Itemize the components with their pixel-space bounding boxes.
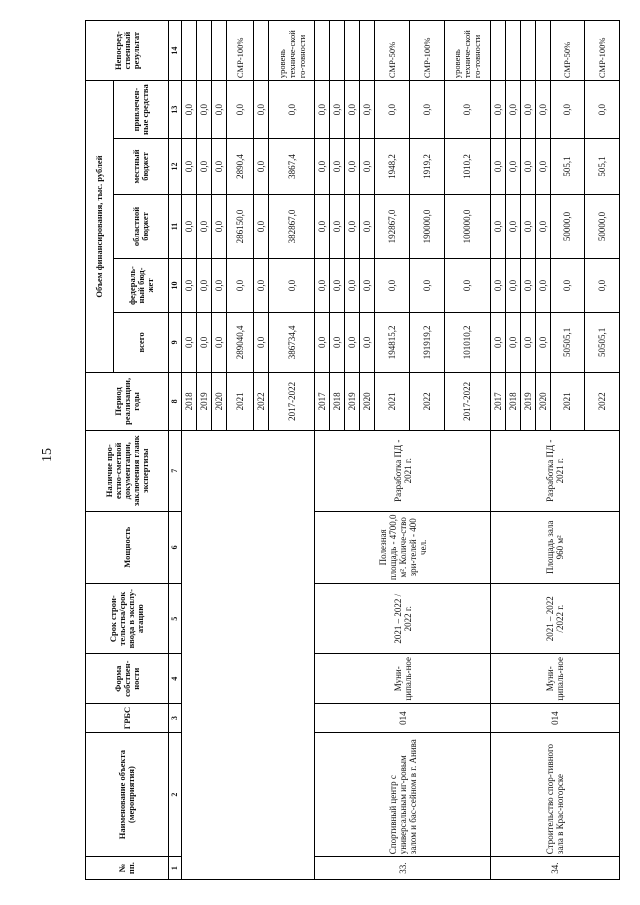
federal-cell: 0,0 — [375, 259, 410, 313]
federal-cell: 0,0 — [409, 259, 444, 313]
result-cell: СМР-100% — [585, 21, 620, 81]
result-cell — [330, 21, 345, 81]
header-local: местный бюджет — [114, 139, 169, 195]
result-cell: СМР-100% — [226, 21, 254, 81]
total-cell: 0,0 — [181, 312, 196, 372]
period-cell: 2018 — [505, 372, 520, 430]
regional-cell: 0,0 — [330, 194, 345, 258]
table-row — [490, 21, 505, 880]
local-cell: 0,0 — [505, 139, 520, 195]
federal-cell: 0,0 — [315, 259, 330, 313]
federal-cell: 0,0 — [490, 259, 505, 313]
federal-cell: 0,0 — [254, 259, 269, 313]
period-cell: 2020 — [535, 372, 550, 430]
federal-cell: 0,0 — [211, 259, 226, 313]
attracted-cell: 0,0 — [196, 81, 211, 139]
object-name: Строительство спор-тивного зала в Крас-ногорске — [490, 733, 619, 857]
period-cell: 2022 — [585, 372, 620, 430]
result-cell — [315, 21, 330, 81]
regional-cell: 0,0 — [196, 194, 211, 258]
total-cell: 0,0 — [196, 312, 211, 372]
attracted-cell: 0,0 — [444, 81, 490, 139]
rotated-table-wrapper — [85, 20, 620, 880]
attracted-cell: 0,0 — [360, 81, 375, 139]
regional-cell: 0,0 — [360, 194, 375, 258]
attracted-cell: 0,0 — [409, 81, 444, 139]
total-cell: 0,0 — [535, 312, 550, 372]
grbs-cell: 014 — [315, 704, 490, 733]
column-number: 5 — [169, 584, 182, 654]
local-cell: 2890,4 — [226, 139, 254, 195]
ownership-cell: Муни-ципаль-ное — [490, 654, 619, 704]
header-regional: областной бюджет — [114, 194, 169, 258]
attracted-cell: 0,0 — [520, 81, 535, 139]
regional-cell: 382867,0 — [269, 194, 315, 258]
attracted-cell: 0,0 — [550, 81, 585, 139]
attracted-cell: 0,0 — [211, 81, 226, 139]
total-cell: 50505,1 — [550, 312, 585, 372]
attracted-cell: 0,0 — [345, 81, 360, 139]
period-cell: 2021 — [550, 372, 585, 430]
regional-cell: 0,0 — [505, 194, 520, 258]
column-number: 3 — [169, 704, 182, 733]
attracted-cell: 0,0 — [269, 81, 315, 139]
federal-cell: 0,0 — [585, 259, 620, 313]
result-cell — [505, 21, 520, 81]
regional-cell: 0,0 — [181, 194, 196, 258]
federal-cell: 0,0 — [360, 259, 375, 313]
federal-cell: 0,0 — [181, 259, 196, 313]
header-capacity: Мощность — [86, 511, 169, 583]
result-cell — [196, 21, 211, 81]
column-number: 10 — [169, 259, 182, 313]
table-row — [315, 21, 330, 880]
regional-cell: 190000,0 — [409, 194, 444, 258]
local-cell: 1010,2 — [444, 139, 490, 195]
federal-cell: 0,0 — [345, 259, 360, 313]
local-cell: 0,0 — [196, 139, 211, 195]
header-grbs: ГРБС — [86, 704, 169, 733]
total-cell: 386734,4 — [269, 312, 315, 372]
header-term: Срок строи-тельства/срок ввода в эксплу-атацию — [86, 584, 169, 654]
regional-cell: 192867,0 — [375, 194, 410, 258]
header-funding: Объем финансирования, тыс. рублей — [86, 81, 114, 373]
column-number: 1 — [169, 857, 182, 880]
local-cell: 0,0 — [535, 139, 550, 195]
regional-cell: 0,0 — [490, 194, 505, 258]
total-cell: 0,0 — [520, 312, 535, 372]
federal-cell: 0,0 — [196, 259, 211, 313]
total-cell: 0,0 — [315, 312, 330, 372]
period-cell: 2017 — [490, 372, 505, 430]
local-cell: 3867,4 — [269, 139, 315, 195]
term-cell: 2021 – 2022 / 2022 г. — [315, 584, 490, 654]
period-cell: 2017 — [315, 372, 330, 430]
result-cell — [535, 21, 550, 81]
header-ownership: Форма собствен-ности — [86, 654, 169, 704]
attracted-cell: 0,0 — [254, 81, 269, 139]
federal-cell: 0,0 — [226, 259, 254, 313]
local-cell: 0,0 — [520, 139, 535, 195]
term-cell: 2021 – 2022 /2022 г. — [490, 584, 619, 654]
local-cell: 0,0 — [360, 139, 375, 195]
period-cell: 2019 — [520, 372, 535, 430]
column-number: 9 — [169, 312, 182, 372]
regional-cell: 100000,0 — [444, 194, 490, 258]
federal-cell: 0,0 — [444, 259, 490, 313]
regional-cell: 0,0 — [520, 194, 535, 258]
header-attracted: привлечен-ные средства — [114, 81, 169, 139]
attracted-cell: 0,0 — [375, 81, 410, 139]
column-number: 8 — [169, 372, 182, 430]
attracted-cell: 0,0 — [490, 81, 505, 139]
local-cell: 505,1 — [550, 139, 585, 195]
header-no: № пп. — [86, 857, 169, 880]
ownership-cell: Муни-ципаль-ное — [315, 654, 490, 704]
result-cell — [520, 21, 535, 81]
column-number: 2 — [169, 733, 182, 857]
total-cell: 101010,2 — [444, 312, 490, 372]
grbs-cell: 014 — [490, 704, 619, 733]
total-cell: 0,0 — [360, 312, 375, 372]
period-cell: 2022 — [409, 372, 444, 430]
total-cell: 0,0 — [490, 312, 505, 372]
period-cell: 2021 — [375, 372, 410, 430]
column-number: 6 — [169, 511, 182, 583]
federal-cell: 0,0 — [269, 259, 315, 313]
object-number: 33. — [315, 857, 490, 880]
total-cell: 0,0 — [345, 312, 360, 372]
documentation-cell: Разработка ПД - 2021 г. — [315, 430, 490, 511]
regional-cell: 50000,0 — [550, 194, 585, 258]
local-cell: 0,0 — [254, 139, 269, 195]
result-cell — [490, 21, 505, 81]
capacity-cell: Площадь зала 960 м² — [490, 511, 619, 583]
period-cell: 2020 — [211, 372, 226, 430]
regional-cell: 50000,0 — [585, 194, 620, 258]
attracted-cell: 0,0 — [226, 81, 254, 139]
local-cell: 0,0 — [181, 139, 196, 195]
continuation-info-cell — [181, 430, 315, 879]
local-cell: 0,0 — [490, 139, 505, 195]
federal-cell: 0,0 — [535, 259, 550, 313]
table-row — [181, 21, 196, 880]
regional-cell: 0,0 — [345, 194, 360, 258]
regional-cell: 286150,0 — [226, 194, 254, 258]
column-number-row — [169, 21, 182, 880]
header-total: всего — [114, 312, 169, 372]
local-cell: 0,0 — [211, 139, 226, 195]
column-number: 13 — [169, 81, 182, 139]
header-federal: федераль-ный бюд-жет — [114, 259, 169, 313]
result-cell — [211, 21, 226, 81]
local-cell: 0,0 — [315, 139, 330, 195]
total-cell: 50505,1 — [585, 312, 620, 372]
attracted-cell: 0,0 — [505, 81, 520, 139]
federal-cell: 0,0 — [550, 259, 585, 313]
page-number: 15 — [40, 448, 55, 462]
header-result: Непосред-ственный результат — [86, 21, 169, 81]
header-documentation: Наличие про-ектно-сметной документации, заключения гланк экспертизы — [86, 430, 169, 511]
attracted-cell: 0,0 — [585, 81, 620, 139]
column-number: 11 — [169, 194, 182, 258]
total-cell: 191919,2 — [409, 312, 444, 372]
local-cell: 0,0 — [330, 139, 345, 195]
period-cell: 2020 — [360, 372, 375, 430]
total-cell: 289040,4 — [226, 312, 254, 372]
period-cell: 2017-2022 — [444, 372, 490, 430]
total-cell: 0,0 — [330, 312, 345, 372]
column-number: 12 — [169, 139, 182, 195]
regional-cell: 0,0 — [315, 194, 330, 258]
attracted-cell: 0,0 — [535, 81, 550, 139]
object-name: Спортивный центр с универсальным иг-ровым залом и бас-сейном в г. Анива — [315, 733, 490, 857]
column-number: 4 — [169, 654, 182, 704]
table-body — [169, 21, 620, 880]
result-cell: СМР-50% — [375, 21, 410, 81]
period-cell: 2018 — [330, 372, 345, 430]
result-cell: СМР-100% — [409, 21, 444, 81]
column-number: 14 — [169, 21, 182, 81]
result-cell — [360, 21, 375, 81]
documentation-cell: Разработка ПД - 2021 г. — [490, 430, 619, 511]
period-cell: 2019 — [345, 372, 360, 430]
total-cell: 0,0 — [254, 312, 269, 372]
local-cell: 0,0 — [345, 139, 360, 195]
period-cell: 2018 — [181, 372, 196, 430]
attracted-cell: 0,0 — [181, 81, 196, 139]
regional-cell: 0,0 — [535, 194, 550, 258]
period-cell: 2022 — [254, 372, 269, 430]
funding-table — [85, 20, 620, 880]
local-cell: 1948,2 — [375, 139, 410, 195]
header-name: Наименование объекта (мероприятия) — [86, 733, 169, 857]
total-cell: 0,0 — [211, 312, 226, 372]
total-cell: 194815,2 — [375, 312, 410, 372]
period-cell: 2017-2022 — [269, 372, 315, 430]
capacity-cell: Полезная площадь - 4700,0 м². Количе-ство зри-телей - 400 чел. — [315, 511, 490, 583]
header-period: Период реализации, годы — [86, 372, 169, 430]
attracted-cell: 0,0 — [330, 81, 345, 139]
federal-cell: 0,0 — [520, 259, 535, 313]
federal-cell: 0,0 — [330, 259, 345, 313]
federal-cell: 0,0 — [505, 259, 520, 313]
result-cell — [254, 21, 269, 81]
result-cell: СМР-50% — [550, 21, 585, 81]
period-cell: 2019 — [196, 372, 211, 430]
period-cell: 2021 — [226, 372, 254, 430]
result-cell: уровень техниче-ской го-товности — [269, 21, 315, 81]
regional-cell: 0,0 — [211, 194, 226, 258]
regional-cell: 0,0 — [254, 194, 269, 258]
local-cell: 505,1 — [585, 139, 620, 195]
result-cell — [181, 21, 196, 81]
result-cell — [345, 21, 360, 81]
local-cell: 1919,2 — [409, 139, 444, 195]
total-cell: 0,0 — [505, 312, 520, 372]
column-number: 7 — [169, 430, 182, 511]
attracted-cell: 0,0 — [315, 81, 330, 139]
result-cell: уровень техниче-ской го-товности — [444, 21, 490, 81]
object-number: 34. — [490, 857, 619, 880]
